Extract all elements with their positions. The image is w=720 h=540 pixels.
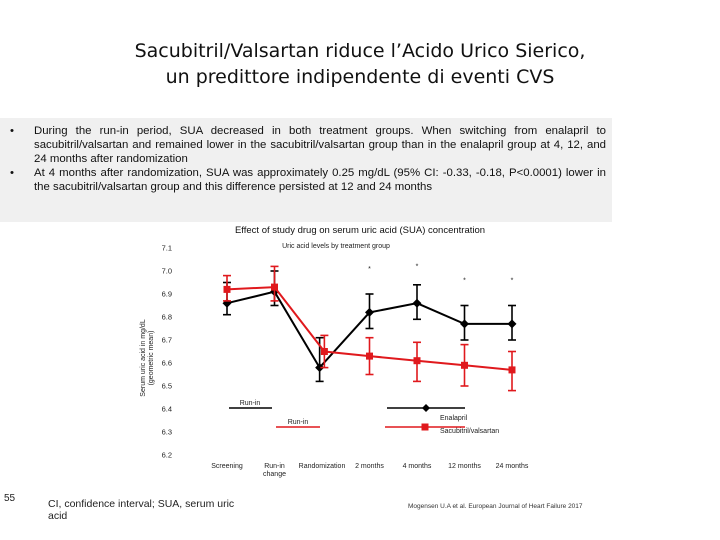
- data-point: [271, 284, 278, 291]
- slide-number: 55: [4, 493, 16, 504]
- run-in-annotation: Run-in: [287, 419, 309, 426]
- y-tick-label: 7.1: [161, 243, 172, 253]
- significance-marker: *: [463, 277, 466, 285]
- y-tick-label: 6.6: [161, 358, 172, 368]
- y-tick-label: 6.5: [161, 381, 172, 391]
- significance-marker: *: [368, 266, 371, 273]
- y-tick-label: 6.2: [161, 450, 172, 460]
- y-tick-label: 6.7: [161, 335, 172, 345]
- data-point: [321, 348, 328, 355]
- y-axis-label-line-2: (geometric mean): [148, 330, 155, 386]
- x-tick-label: Run-in: [264, 463, 285, 470]
- data-point: [414, 357, 421, 364]
- y-tick-label: 6.4: [161, 404, 172, 414]
- x-tick-label: 24 months: [495, 463, 529, 470]
- bullet-text: At 4 months after randomization, SUA was approximately 0.25 mg/dL (95% CI: -0.33, -0.18, P<0.0001) lower in the sacubitril/valsartan group and this difference persisted at 12 and 24 months: [34, 167, 606, 193]
- y-axis-label: Serum uric acid in mg/dL: [140, 319, 147, 397]
- slide-title-line-1: Sacubitril/Valsartan riduce l’Acido Urico Sierico,: [134, 40, 586, 62]
- bullet-dot: •: [10, 167, 14, 179]
- y-tick-label: 6.3: [161, 427, 172, 437]
- data-point: [461, 362, 468, 369]
- data-point: [508, 319, 517, 328]
- data-point: [224, 286, 231, 293]
- x-tick-label: 2 months: [355, 463, 384, 470]
- legend-label: Enalapril: [440, 415, 468, 422]
- data-point: [366, 353, 373, 360]
- y-tick-label: 6.8: [161, 312, 172, 322]
- x-tick-label: change: [263, 471, 286, 478]
- data-point: [413, 299, 422, 308]
- bullet-text: During the run-in period, SUA decreased in both treatment groups. When switching from enalapril to sacubitril/valsartan and remained lower in the sacubitril/valsartan group than in the enalapril group at 4, 12, and 24 months after randomization: [34, 125, 606, 165]
- significance-marker: *: [415, 263, 419, 271]
- run-in-annotation: Run-in: [239, 400, 261, 407]
- data-point: [460, 319, 469, 328]
- chart-title: Effect of study drug on serum uric acid (SUA) concentration: [234, 225, 486, 236]
- y-tick-label: 7.0: [161, 266, 172, 276]
- x-tick-label: 12 months: [448, 463, 481, 470]
- x-tick-label: Screening: [211, 463, 243, 470]
- citation: Mogensen U.A et al. European Journal of Heart Failure 2017: [408, 503, 583, 510]
- y-tick-label: 6.9: [161, 289, 172, 299]
- legend-label: Sacubitril/valsartan: [440, 428, 500, 435]
- significance-marker: *: [510, 277, 514, 285]
- x-tick-label: 4 months: [402, 463, 432, 470]
- x-tick-label: Randomization: [298, 463, 346, 470]
- legend-marker: [422, 404, 430, 412]
- bullet-dot: •: [10, 125, 14, 137]
- footnote: CI, confidence interval; SUA, serum uric acid: [48, 498, 235, 522]
- chart-subtitle: Uric acid levels by treatment group: [282, 243, 390, 250]
- legend-marker: [422, 424, 429, 431]
- slide-title-line-2: un predittore indipendente di eventi CVS: [165, 66, 555, 88]
- data-point: [509, 366, 516, 373]
